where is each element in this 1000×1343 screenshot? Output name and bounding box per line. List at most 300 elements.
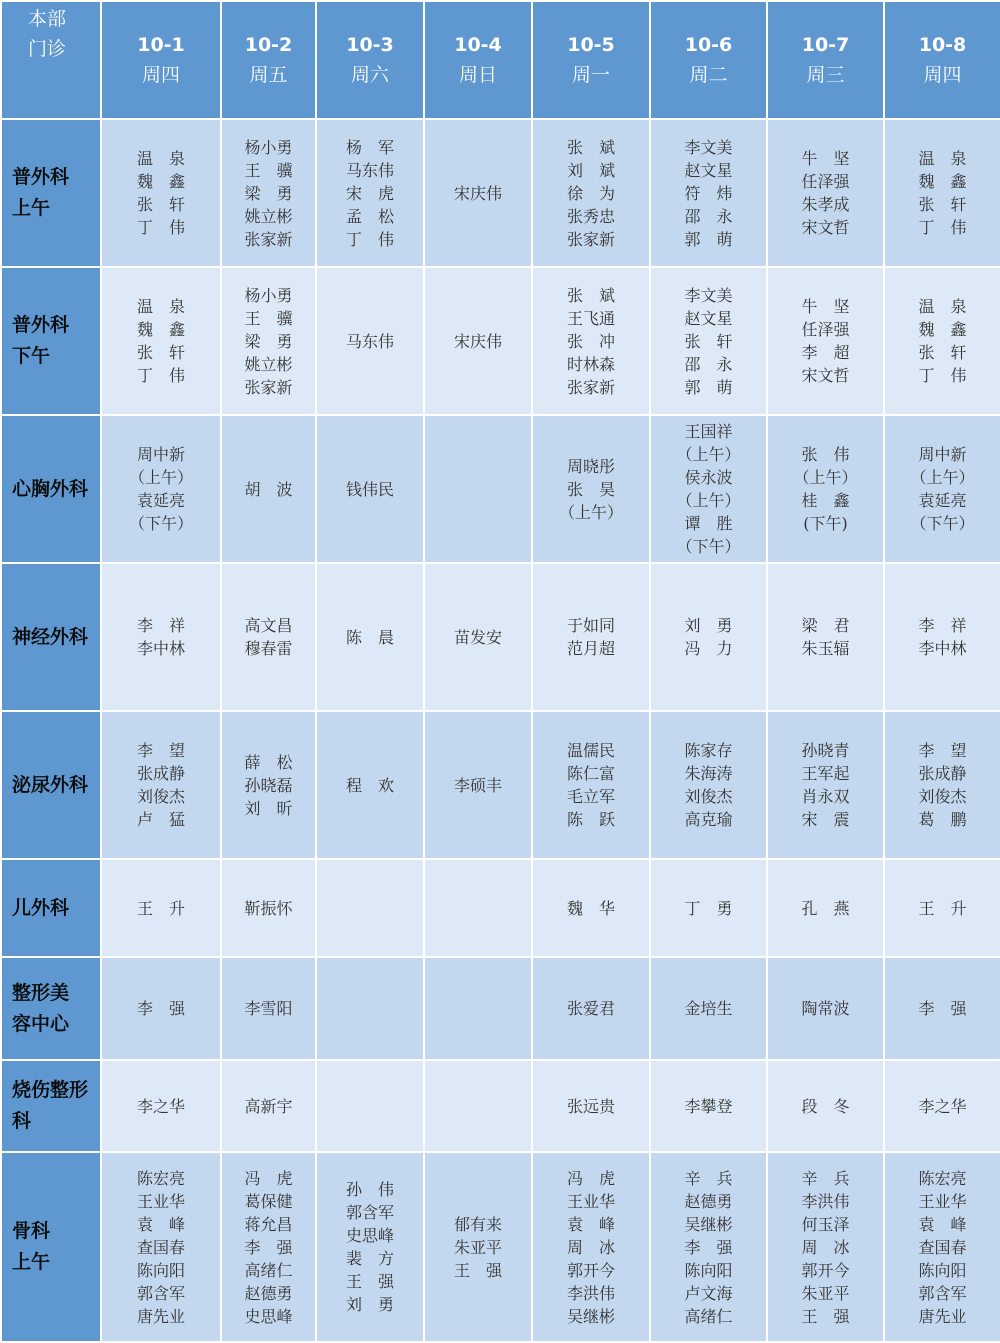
doctor-name: 杨小勇 <box>244 137 293 157</box>
doctor-name: （上午） <box>676 445 741 464</box>
doctor-name: 梁 勇 <box>244 331 293 351</box>
table-row <box>1 1152 1000 1342</box>
corner-header <box>1 1 101 119</box>
doctor-name: 裴 方 <box>345 1249 394 1268</box>
schedule-cell <box>650 711 767 859</box>
doctor-name: 陈 晨 <box>345 627 394 647</box>
doctor-name: （上午） <box>793 468 858 487</box>
table-row <box>1 859 1000 957</box>
doctor-name: 王业华 <box>918 1191 967 1211</box>
corner-line-2: 门诊 <box>28 38 67 60</box>
department-label <box>1 415 101 563</box>
schedule-cell <box>532 957 650 1060</box>
doctor-name: 刘俊杰 <box>684 787 733 806</box>
schedule-cell <box>221 1152 316 1342</box>
schedule-cell <box>101 267 221 415</box>
doctor-name: 温 泉 <box>918 297 967 316</box>
department-label <box>1 267 101 415</box>
schedule-cell <box>532 563 650 711</box>
doctor-name: 张 斌 <box>566 285 615 305</box>
schedule-cell <box>424 415 532 563</box>
schedule-cell <box>884 1060 1000 1152</box>
doctor-name: 张家新 <box>566 229 615 249</box>
schedule-cell <box>221 957 316 1060</box>
doctor-name: 丁 勇 <box>684 898 733 918</box>
department-label <box>1 563 101 711</box>
column-header-7 <box>767 1 884 119</box>
doctor-name: 张 轩 <box>918 195 967 214</box>
doctor-name: 李 祥 <box>918 616 967 635</box>
doctor-name: 陈家存 <box>684 741 733 760</box>
column-date: 10-4 <box>454 34 502 56</box>
schedule-cell <box>424 711 532 859</box>
doctor-name: 李 超 <box>801 343 850 362</box>
schedule-cell <box>884 119 1000 267</box>
schedule-cell <box>424 1152 532 1342</box>
doctor-name: 周 冰 <box>801 1237 850 1257</box>
column-weekday: 周二 <box>689 64 728 86</box>
doctor-name: 程 欢 <box>345 775 394 795</box>
doctor-name: 朱海涛 <box>684 764 733 783</box>
schedule-cell <box>650 267 767 415</box>
doctor-name: 葛保健 <box>244 1191 293 1211</box>
doctor-name: 丁 伟 <box>345 229 394 249</box>
doctor-name: 高文昌 <box>244 616 293 635</box>
schedule-cell <box>767 711 884 859</box>
doctor-name: 周晓彤 <box>566 456 615 476</box>
doctor-name: 杨 军 <box>345 137 394 157</box>
doctor-name: （上午） <box>910 468 975 487</box>
department-label-line: 普外科 <box>12 314 70 336</box>
schedule-cell <box>767 119 884 267</box>
doctor-name: 桂 鑫 <box>801 491 850 510</box>
doctor-name: 卢文海 <box>684 1283 733 1303</box>
doctor-name: 王业华 <box>566 1191 615 1211</box>
doctor-name: 姚立彬 <box>244 354 293 374</box>
table-row <box>1 711 1000 859</box>
department-label <box>1 711 101 859</box>
schedule-cell <box>424 563 532 711</box>
doctor-name: 陈向阳 <box>136 1260 185 1280</box>
schedule-cell <box>884 1152 1000 1342</box>
table-row <box>1 267 1000 415</box>
doctor-name: 王 骥 <box>244 160 293 180</box>
doctor-name: 朱孝成 <box>801 195 850 214</box>
doctor-name: 吴继彬 <box>566 1306 615 1326</box>
column-header-2 <box>221 1 316 119</box>
schedule-cell <box>767 267 884 415</box>
doctor-name: 袁延亮 <box>918 491 967 510</box>
doctor-name: 刘 勇 <box>684 616 733 635</box>
doctor-name: 宋庆伟 <box>453 331 502 351</box>
doctor-name: 张成静 <box>918 764 967 783</box>
doctor-name: 李攀登 <box>684 1096 733 1116</box>
schedule-cell <box>424 267 532 415</box>
department-label-line: 整形美 <box>12 981 70 1004</box>
column-date: 10-8 <box>918 34 967 56</box>
doctor-name: 陈仁富 <box>566 764 615 783</box>
doctor-name: （上午） <box>676 491 741 510</box>
doctor-name: 张 轩 <box>918 343 967 362</box>
doctor-name: 张爱君 <box>566 999 615 1018</box>
doctor-name: 陶常波 <box>801 999 850 1018</box>
column-date: 10-7 <box>801 34 850 56</box>
schedule-cell <box>884 267 1000 415</box>
department-label-line: 心胸外科 <box>12 477 89 500</box>
doctor-name: 王 强 <box>345 1272 394 1291</box>
doctor-name: 李之华 <box>918 1096 967 1116</box>
schedule-cell <box>101 1152 221 1342</box>
doctor-name: 何玉泽 <box>801 1214 850 1234</box>
doctor-name: 李雪阳 <box>244 999 293 1018</box>
column-header-4 <box>424 1 532 119</box>
schedule-cell <box>424 1060 532 1152</box>
doctor-name: 张 轩 <box>136 343 185 362</box>
doctor-name: 孙 伟 <box>345 1180 394 1199</box>
column-date: 10-3 <box>346 34 394 56</box>
doctor-name: 王 升 <box>918 898 967 918</box>
doctor-name: 张家新 <box>244 377 293 397</box>
table-row <box>1 563 1000 711</box>
doctor-name: 杨小勇 <box>244 285 293 305</box>
schedule-cell <box>316 1152 424 1342</box>
schedule-cell <box>101 859 221 957</box>
doctor-name: 李中林 <box>136 639 185 658</box>
doctor-name: 张 斌 <box>566 137 615 157</box>
column-date: 10-2 <box>244 34 293 56</box>
doctor-name: 魏 鑫 <box>136 172 185 191</box>
doctor-name: 高绪仁 <box>244 1260 293 1280</box>
doctor-name: 孔 燕 <box>801 898 850 918</box>
doctor-name: 马东伟 <box>345 160 394 180</box>
doctor-name: 赵德勇 <box>684 1191 733 1211</box>
schedule-cell <box>884 415 1000 563</box>
doctor-name: 李 强 <box>244 1237 293 1257</box>
doctor-name: 朱玉辐 <box>801 639 850 658</box>
department-label <box>1 119 101 267</box>
doctor-name: 冯 虎 <box>566 1168 615 1188</box>
doctor-name: 侯永波 <box>684 468 733 487</box>
schedule-cell <box>884 711 1000 859</box>
doctor-name: 袁延亮 <box>136 491 185 510</box>
schedule-cell <box>316 957 424 1060</box>
schedule-cell <box>316 415 424 563</box>
doctor-name: 牛 坚 <box>801 149 850 168</box>
doctor-name: 邵 永 <box>684 206 733 226</box>
doctor-name: 张 伟 <box>801 445 850 464</box>
doctor-name: 刘俊杰 <box>918 787 967 806</box>
doctor-name: 姚立彬 <box>244 206 293 226</box>
corner-line-1: 本部 <box>28 8 67 30</box>
doctor-name: 宋 震 <box>801 810 850 829</box>
doctor-name: 郭含军 <box>136 1283 185 1303</box>
doctor-name: 王 强 <box>453 1260 502 1280</box>
doctor-name: 胡 波 <box>244 479 293 499</box>
doctor-name: 牛 坚 <box>801 297 850 316</box>
schedule-cell <box>532 859 650 957</box>
schedule-cell <box>221 119 316 267</box>
doctor-name: 魏 鑫 <box>918 172 967 191</box>
doctor-name: 谭 胜 <box>684 514 733 533</box>
doctor-name: 周中新 <box>136 445 185 464</box>
column-header-8 <box>884 1 1000 119</box>
schedule-cell <box>650 957 767 1060</box>
doctor-name: （下午） <box>910 514 975 533</box>
doctor-name: 郭开今 <box>566 1260 615 1280</box>
doctor-name: 穆春雷 <box>244 639 293 658</box>
doctor-name: 王军起 <box>801 764 850 783</box>
doctor-name: 吴继彬 <box>684 1214 733 1234</box>
doctor-name: 于如同 <box>566 616 615 635</box>
doctor-name: 邵 永 <box>684 354 733 374</box>
department-label <box>1 859 101 957</box>
doctor-name: 梁 君 <box>801 616 850 635</box>
schedule-cell <box>650 563 767 711</box>
schedule-cell <box>532 267 650 415</box>
doctor-name: 郭 萌 <box>684 229 733 249</box>
column-weekday: 周三 <box>806 64 845 86</box>
doctor-name: 陈向阳 <box>918 1260 967 1280</box>
doctor-name: 辛 兵 <box>684 1168 733 1188</box>
schedule-cell <box>221 415 316 563</box>
schedule-cell <box>650 415 767 563</box>
department-label-line: 科 <box>12 1110 32 1132</box>
department-label-line: 神经外科 <box>12 625 89 648</box>
doctor-name: 袁 峰 <box>566 1214 615 1234</box>
column-header-6 <box>650 1 767 119</box>
doctor-name: 靳振怀 <box>244 898 293 918</box>
doctor-name: 李洪伟 <box>801 1191 850 1211</box>
department-label-line: 下午 <box>12 345 51 367</box>
doctor-name: 温 泉 <box>136 149 185 168</box>
column-date: 10-6 <box>684 34 733 56</box>
schedule-cell <box>767 1152 884 1342</box>
schedule-cell <box>101 563 221 711</box>
doctor-name: 肖永双 <box>801 787 850 806</box>
doctor-name: 张家新 <box>244 229 293 249</box>
doctor-name: 赵文星 <box>684 160 733 180</box>
doctor-name: 李硕丰 <box>453 775 502 795</box>
column-weekday: 周四 <box>923 64 962 86</box>
doctor-name: 宋文哲 <box>801 366 850 385</box>
doctor-name: 马东伟 <box>345 331 394 351</box>
doctor-name: 温 泉 <box>918 149 967 168</box>
doctor-name: 李文美 <box>684 285 733 305</box>
schedule-cell <box>650 859 767 957</box>
column-date: 10-5 <box>567 34 615 56</box>
doctor-name: 钱伟民 <box>345 479 394 499</box>
column-header-1 <box>101 1 221 119</box>
doctor-name: 陈向阳 <box>684 1260 733 1280</box>
doctor-name: 冯 虎 <box>244 1168 293 1188</box>
department-label-line: 儿外科 <box>12 896 70 919</box>
schedule-cell <box>221 859 316 957</box>
department-label-line: 上午 <box>12 197 51 219</box>
schedule-cell <box>101 119 221 267</box>
doctor-name: 刘俊杰 <box>136 787 185 806</box>
doctor-name: 任泽强 <box>801 172 850 191</box>
doctor-name: 温儒民 <box>566 741 615 760</box>
schedule-cell <box>532 119 650 267</box>
department-label <box>1 1152 101 1342</box>
doctor-name: 魏 华 <box>566 898 615 918</box>
schedule-cell <box>316 859 424 957</box>
department-label <box>1 957 101 1060</box>
doctor-name: （上午） <box>128 468 193 487</box>
doctor-name: 唐先业 <box>918 1306 967 1326</box>
column-header-3 <box>316 1 424 119</box>
schedule-cell <box>532 1152 650 1342</box>
column-date: 10-1 <box>137 34 185 56</box>
schedule-cell <box>884 563 1000 711</box>
doctor-name: 郭开今 <box>801 1260 850 1280</box>
doctor-name: 袁 峰 <box>136 1214 185 1234</box>
doctor-name: 张 轩 <box>136 195 185 214</box>
doctor-name: 孙晓青 <box>801 741 850 760</box>
department-label-line: 泌尿外科 <box>12 773 89 796</box>
header-row <box>1 1 1000 119</box>
doctor-name: 周中新 <box>918 445 967 464</box>
doctor-name: 郭含军 <box>345 1203 394 1222</box>
schedule-cell <box>424 957 532 1060</box>
doctor-name: 温 泉 <box>136 297 185 316</box>
doctor-name: 薛 松 <box>244 752 293 772</box>
doctor-name: 李中林 <box>918 639 967 658</box>
doctor-name: 李 强 <box>136 999 185 1018</box>
doctor-name: 徐 为 <box>566 183 615 203</box>
doctor-name: 孙晓磊 <box>244 775 293 795</box>
doctor-name: 李 望 <box>918 741 967 760</box>
doctor-name: 李之华 <box>136 1096 185 1116</box>
doctor-name: 赵文星 <box>684 308 733 328</box>
column-weekday: 周五 <box>249 64 288 86</box>
doctor-name: 刘 斌 <box>566 160 615 180</box>
doctor-name: 李 祥 <box>136 616 185 635</box>
doctor-name: 宋文哲 <box>801 218 850 237</box>
doctor-name: 查国春 <box>918 1237 967 1257</box>
table-row <box>1 415 1000 563</box>
doctor-name: 陈 跃 <box>566 810 615 829</box>
doctor-name: 陈宏亮 <box>918 1168 967 1188</box>
department-label-line: 普外科 <box>12 166 70 188</box>
doctor-name: 王飞通 <box>566 308 615 328</box>
department-label-line: 上午 <box>12 1251 51 1273</box>
department-label-line: 骨科 <box>12 1220 51 1242</box>
schedule-cell <box>767 957 884 1060</box>
doctor-name: 张秀忠 <box>566 206 615 226</box>
doctor-name: 朱亚平 <box>801 1283 850 1303</box>
doctor-name: 葛 鹏 <box>918 810 967 829</box>
doctor-name: 李文美 <box>684 137 733 157</box>
doctor-name: 李 望 <box>136 741 185 760</box>
doctor-name: 王 升 <box>136 898 185 918</box>
doctor-name: 查国春 <box>136 1237 185 1257</box>
schedule-cell <box>532 415 650 563</box>
doctor-name: 张 轩 <box>684 331 733 351</box>
schedule-cell <box>101 1060 221 1152</box>
doctor-name: 王 强 <box>801 1306 850 1326</box>
doctor-name: 丁 伟 <box>918 366 967 385</box>
doctor-name: 朱亚平 <box>453 1237 502 1257</box>
schedule-cell <box>424 119 532 267</box>
doctor-name: （上午） <box>558 502 623 522</box>
doctor-name: 符 炜 <box>684 183 733 203</box>
doctor-name: 赵德勇 <box>244 1283 293 1303</box>
department-label <box>1 1060 101 1152</box>
column-weekday: 周六 <box>350 64 389 86</box>
schedule-cell <box>650 1152 767 1342</box>
schedule-cell <box>101 711 221 859</box>
doctor-name: 时林森 <box>566 354 615 374</box>
doctor-name: 李 强 <box>918 999 967 1018</box>
schedule-cell <box>316 119 424 267</box>
table-row <box>1 957 1000 1060</box>
schedule-cell <box>221 563 316 711</box>
schedule-cell <box>767 859 884 957</box>
doctor-name: 魏 鑫 <box>136 320 185 339</box>
schedule-cell <box>101 957 221 1060</box>
column-header-5 <box>532 1 650 119</box>
doctor-name: 李洪伟 <box>566 1283 615 1303</box>
doctor-name: 郁有来 <box>453 1214 502 1234</box>
doctor-name: 宋 虎 <box>345 183 394 203</box>
doctor-name: 张远贵 <box>566 1096 615 1116</box>
column-weekday: 周日 <box>458 64 497 86</box>
table-header <box>1 1 1000 119</box>
doctor-name: 张 冲 <box>566 331 615 351</box>
table-row <box>1 119 1000 267</box>
doctor-name: 任泽强 <box>801 320 850 339</box>
doctor-name: 王业华 <box>136 1191 185 1211</box>
doctor-name: 卢 猛 <box>136 810 185 829</box>
doctor-name: 魏 鑫 <box>918 320 967 339</box>
doctor-name: 陈宏亮 <box>136 1168 185 1188</box>
doctor-name: 高绪仁 <box>684 1306 733 1326</box>
schedule-cell <box>221 267 316 415</box>
doctor-name: 刘 勇 <box>345 1295 394 1314</box>
table-row <box>1 1060 1000 1152</box>
doctor-name: 史思峰 <box>244 1306 293 1326</box>
doctor-name: （下午） <box>128 514 193 533</box>
doctor-name: 张成静 <box>136 764 185 783</box>
doctor-name: 苗发安 <box>453 627 502 647</box>
schedule-cell <box>884 957 1000 1060</box>
doctor-name: 辛 兵 <box>801 1168 850 1188</box>
doctor-name: 蒋允昌 <box>244 1214 293 1234</box>
table-body <box>1 119 1000 1342</box>
schedule-cell <box>316 563 424 711</box>
doctor-name: 梁 勇 <box>244 183 293 203</box>
schedule-cell <box>316 1060 424 1152</box>
doctor-name: 周 冰 <box>566 1237 615 1257</box>
doctor-name: 张 昊 <box>566 479 615 499</box>
schedule-cell <box>884 859 1000 957</box>
schedule-cell <box>221 1060 316 1152</box>
schedule-cell <box>532 711 650 859</box>
schedule-cell <box>316 711 424 859</box>
schedule-cell <box>767 1060 884 1152</box>
doctor-name: 冯 力 <box>684 639 733 658</box>
doctor-name: 张家新 <box>566 377 615 397</box>
doctor-name: （下午） <box>676 537 741 556</box>
schedule-cell <box>532 1060 650 1152</box>
doctor-name: 高克瑜 <box>684 810 733 829</box>
doctor-name: 史思峰 <box>345 1226 394 1245</box>
schedule-cell <box>650 1060 767 1152</box>
column-weekday: 周一 <box>571 64 610 86</box>
doctor-name: 金培生 <box>684 999 733 1018</box>
department-label-line: 烧伤整形 <box>12 1079 89 1101</box>
